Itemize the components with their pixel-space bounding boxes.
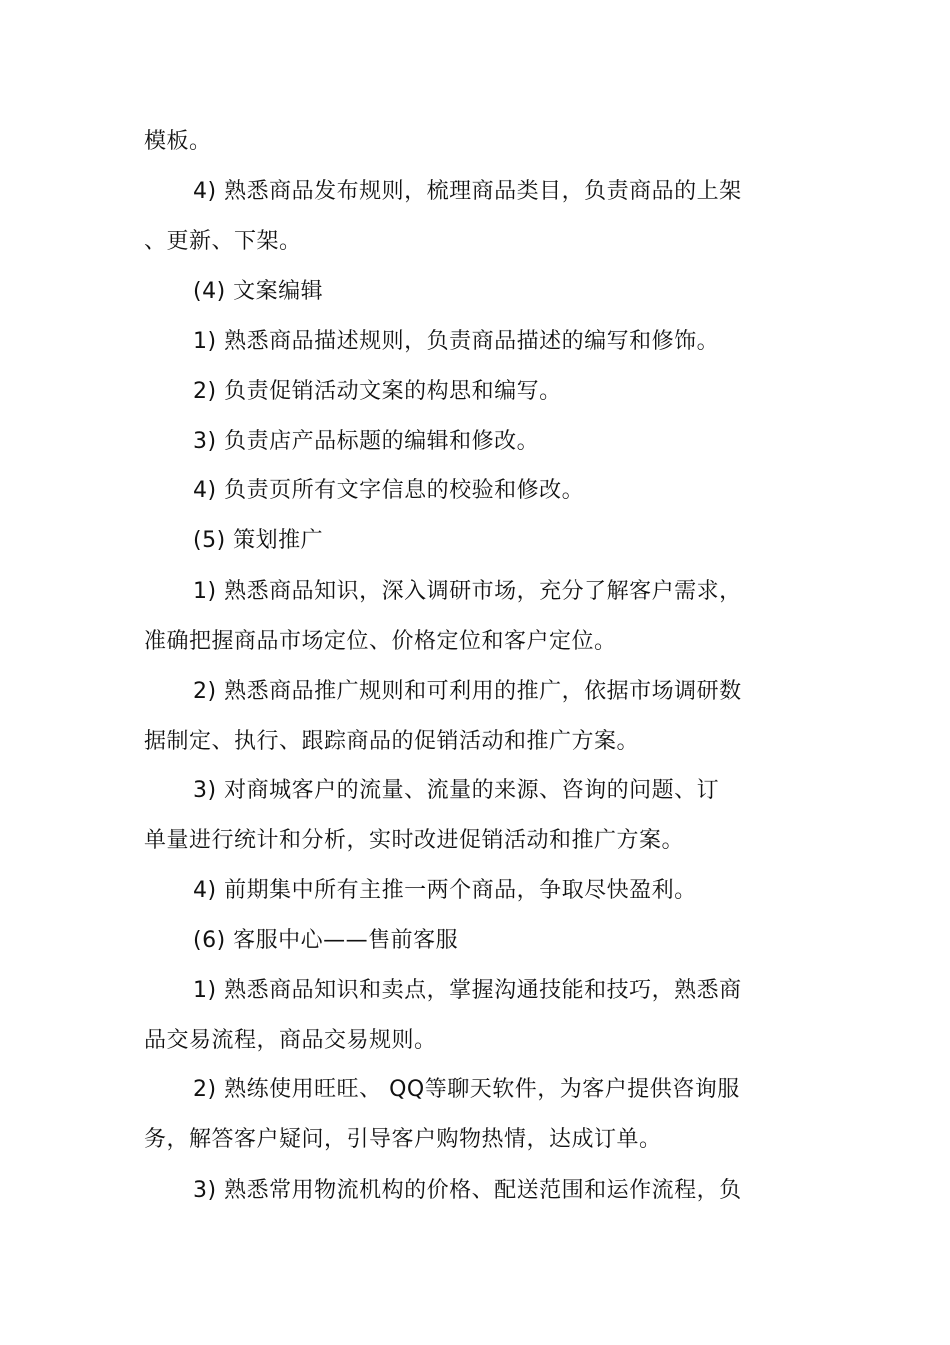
paragraph-line: 据制定、执行、跟踪商品的促销活动和推广方案。 xyxy=(144,729,640,754)
paragraph-line: 4) 负责页所有文字信息的校验和修改。 xyxy=(193,478,585,503)
paragraph-line: 1) 熟悉商品描述规则，负责商品描述的编写和修饰。 xyxy=(193,329,720,354)
paragraph-line: 准确把握商品市场定位、价格定位和客户定位。 xyxy=(144,629,617,654)
paragraph-line: 2) 熟悉商品推广规则和可利用的推广，依据市场调研数 xyxy=(193,679,742,704)
paragraph-line: 4) 熟悉商品发布规则，梳理商品类目，负责商品的上架 xyxy=(193,179,742,204)
paragraph-line: 3) 对商城客户的流量、流量的来源、咨询的问题、订 xyxy=(193,778,720,803)
paragraph-line: 1) 熟悉商品知识，深入调研市场，充分了解客户需求， xyxy=(193,579,742,604)
paragraph-line: 务，解答客户疑问，引导客户购物热情，达成订单。 xyxy=(144,1127,662,1152)
paragraph-line: 4) 前期集中所有主推一两个商品，争取尽快盈利。 xyxy=(193,878,697,903)
section-heading: (6) 客服中心——售前客服 xyxy=(193,928,459,953)
paragraph-line: 单量进行统计和分析，实时改进促销活动和推广方案。 xyxy=(144,828,685,853)
paragraph-line: 1) 熟悉商品知识和卖点，掌握沟通技能和技巧，熟悉商 xyxy=(193,978,742,1003)
paragraph-line: 2) 熟练使用旺旺、 QQ等聊天软件，为客户提供咨询服 xyxy=(193,1077,740,1102)
paragraph-line: 3) 负责店产品标题的编辑和修改。 xyxy=(193,429,540,454)
paragraph-line: 模板。 xyxy=(144,129,212,154)
paragraph-line: 品交易流程，商品交易规则。 xyxy=(144,1028,437,1053)
section-heading: (4) 文案编辑 xyxy=(193,279,324,304)
section-heading: (5) 策划推广 xyxy=(193,528,324,553)
paragraph-line: 、更新、下架。 xyxy=(144,229,302,254)
paragraph-line: 2) 负责促销活动文案的构思和编写。 xyxy=(193,379,562,404)
paragraph-line: 3) 熟悉常用物流机构的价格、配送范围和运作流程，负 xyxy=(193,1178,742,1203)
